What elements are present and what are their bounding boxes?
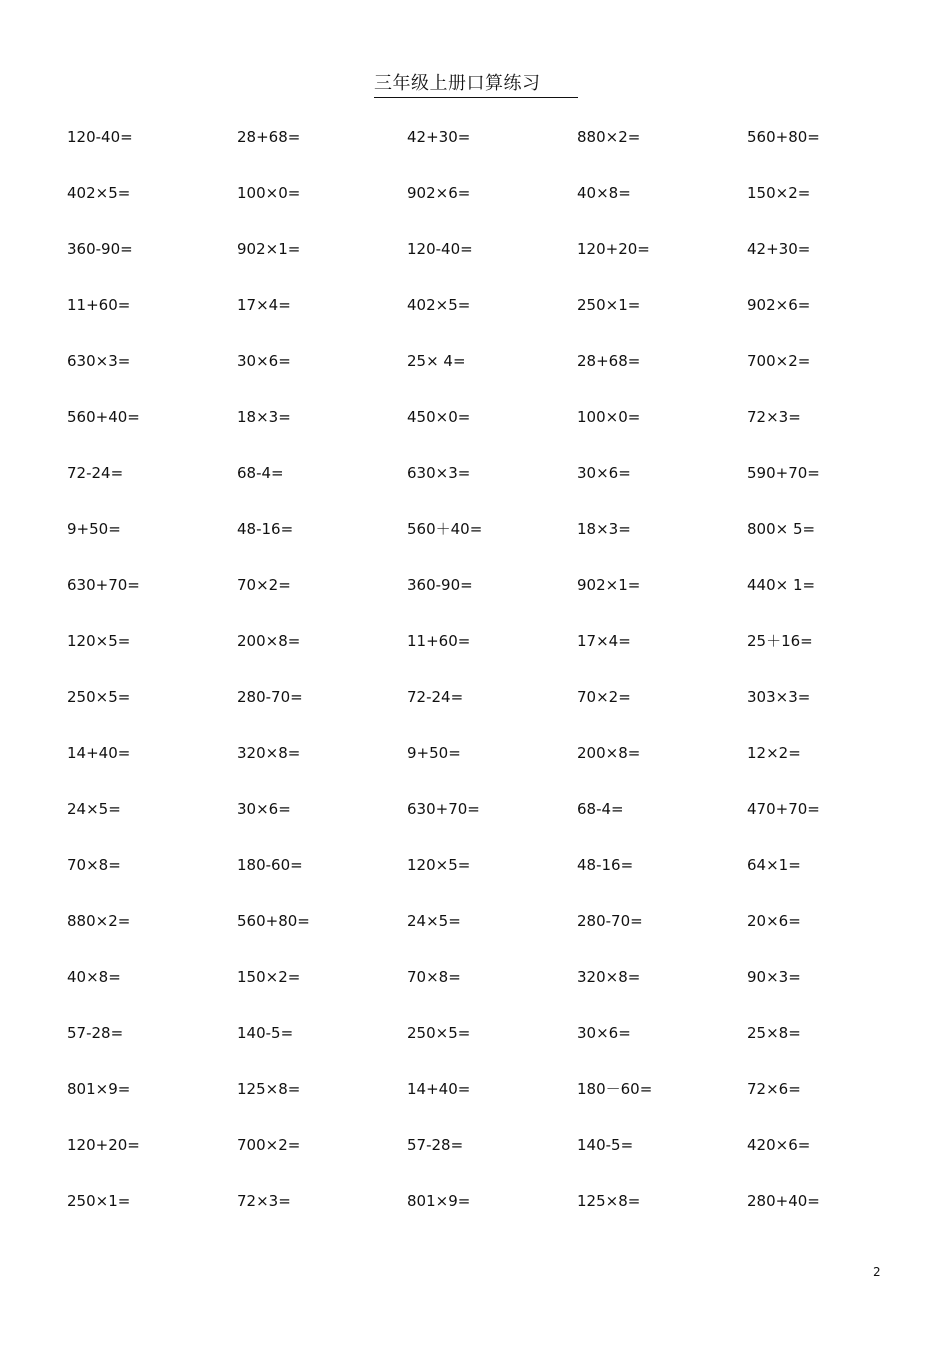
exercise-item: 902×1=	[237, 240, 301, 258]
exercise-item: 180－60=	[577, 1080, 653, 1098]
exercise-item: 120×5=	[67, 632, 131, 650]
exercise-item: 120-40=	[67, 128, 133, 146]
exercise-item: 801×9=	[67, 1080, 131, 1098]
exercise-item: 280-70=	[577, 912, 643, 930]
exercise-item: 800× 5=	[747, 520, 816, 538]
exercise-row	[67, 1078, 917, 1134]
exercise-item: 450×0=	[407, 408, 471, 426]
exercise-item: 48-16=	[577, 856, 634, 874]
exercise-item: 72-24=	[407, 688, 464, 706]
exercise-item: 120×5=	[407, 856, 471, 874]
exercise-item: 320×8=	[577, 968, 641, 986]
exercise-item: 57-28=	[407, 1136, 464, 1154]
exercise-item: 70×8=	[67, 856, 121, 874]
exercise-item: 150×2=	[237, 968, 301, 986]
exercise-item: 303×3=	[747, 688, 811, 706]
exercise-row	[67, 406, 917, 462]
exercise-item: 24×5=	[407, 912, 461, 930]
exercise-row	[67, 182, 917, 238]
exercise-item: 28+68=	[577, 352, 641, 370]
exercise-item: 150×2=	[747, 184, 811, 202]
exercise-item: 25× 4=	[407, 352, 466, 370]
exercise-item: 180-60=	[237, 856, 303, 874]
exercise-item: 360-90=	[407, 576, 473, 594]
exercise-item: 70×2=	[577, 688, 631, 706]
exercise-item: 28+68=	[237, 128, 301, 146]
exercise-item: 125×8=	[577, 1192, 641, 1210]
exercise-item: 14+40=	[407, 1080, 471, 1098]
exercise-item: 280+40=	[747, 1192, 820, 1210]
exercise-item: 402×5=	[407, 296, 471, 314]
exercise-item: 880×2=	[67, 912, 131, 930]
exercise-item: 902×1=	[577, 576, 641, 594]
exercise-item: 40×8=	[67, 968, 121, 986]
exercise-item: 560＋40=	[407, 520, 483, 538]
exercise-item: 880×2=	[577, 128, 641, 146]
exercise-item: 902×6=	[747, 296, 811, 314]
exercise-item: 630+70=	[67, 576, 140, 594]
exercise-item: 72×6=	[747, 1080, 801, 1098]
exercise-item: 11+60=	[407, 632, 471, 650]
exercise-row	[67, 854, 917, 910]
exercise-item: 68-4=	[237, 464, 284, 482]
exercise-item: 30×6=	[237, 352, 291, 370]
exercise-item: 801×9=	[407, 1192, 471, 1210]
exercise-item: 560+80=	[237, 912, 310, 930]
exercise-item: 590+70=	[747, 464, 820, 482]
exercise-item: 630×3=	[407, 464, 471, 482]
exercise-item: 280-70=	[237, 688, 303, 706]
exercise-row	[67, 1190, 917, 1246]
exercise-item: 700×2=	[747, 352, 811, 370]
exercise-item: 11+60=	[67, 296, 131, 314]
page-number: 2	[873, 1265, 881, 1279]
exercise-item: 30×6=	[577, 464, 631, 482]
exercise-item: 17×4=	[237, 296, 291, 314]
exercise-item: 250×1=	[67, 1192, 131, 1210]
exercise-item: 25＋16=	[747, 632, 813, 650]
exercise-item: 100×0=	[577, 408, 641, 426]
exercise-item: 48-16=	[237, 520, 294, 538]
exercise-item: 64×1=	[747, 856, 801, 874]
exercise-item: 100×0=	[237, 184, 301, 202]
exercise-item: 20×6=	[747, 912, 801, 930]
exercise-row	[67, 126, 917, 182]
exercise-item: 560+40=	[67, 408, 140, 426]
exercise-row	[67, 1134, 917, 1190]
exercise-item: 700×2=	[237, 1136, 301, 1154]
exercise-row	[67, 686, 917, 742]
exercise-item: 440× 1=	[747, 576, 816, 594]
exercise-item: 402×5=	[67, 184, 131, 202]
exercise-item: 42+30=	[747, 240, 811, 258]
exercise-item: 30×6=	[237, 800, 291, 818]
exercise-item: 360-90=	[67, 240, 133, 258]
exercise-row	[67, 294, 917, 350]
exercise-item: 14+40=	[67, 744, 131, 762]
exercise-item: 68-4=	[577, 800, 624, 818]
exercise-item: 18×3=	[577, 520, 631, 538]
exercise-row	[67, 238, 917, 294]
exercise-row	[67, 462, 917, 518]
exercise-item: 57-28=	[67, 1024, 124, 1042]
exercise-item: 320×8=	[237, 744, 301, 762]
exercise-item: 9+50=	[407, 744, 461, 762]
exercise-item: 9+50=	[67, 520, 121, 538]
exercise-item: 560+80=	[747, 128, 820, 146]
exercise-item: 630+70=	[407, 800, 480, 818]
exercise-item: 120+20=	[577, 240, 650, 258]
exercise-row	[67, 630, 917, 686]
exercise-item: 17×4=	[577, 632, 631, 650]
exercise-item: 120-40=	[407, 240, 473, 258]
exercise-row	[67, 798, 917, 854]
exercise-item: 72×3=	[237, 1192, 291, 1210]
exercise-row	[67, 966, 917, 1022]
exercise-row	[67, 742, 917, 798]
exercise-row	[67, 1022, 917, 1078]
exercise-item: 70×2=	[237, 576, 291, 594]
exercise-row	[67, 350, 917, 406]
exercise-item: 120+20=	[67, 1136, 140, 1154]
exercise-item: 125×8=	[237, 1080, 301, 1098]
exercise-item: 250×1=	[577, 296, 641, 314]
exercise-row	[67, 518, 917, 574]
exercise-item: 420×6=	[747, 1136, 811, 1154]
exercise-item: 72×3=	[747, 408, 801, 426]
exercise-item: 70×8=	[407, 968, 461, 986]
exercise-item: 42+30=	[407, 128, 471, 146]
exercise-item: 12×2=	[747, 744, 801, 762]
exercise-item: 72-24=	[67, 464, 124, 482]
exercise-item: 30×6=	[577, 1024, 631, 1042]
exercise-row	[67, 574, 917, 630]
exercise-item: 250×5=	[407, 1024, 471, 1042]
exercise-item: 630×3=	[67, 352, 131, 370]
exercise-item: 24×5=	[67, 800, 121, 818]
exercise-grid	[67, 126, 917, 1246]
exercise-item: 140-5=	[577, 1136, 634, 1154]
exercise-item: 18×3=	[237, 408, 291, 426]
page-title: 三年级上册口算练习	[374, 72, 578, 98]
exercise-item: 90×3=	[747, 968, 801, 986]
exercise-item: 250×5=	[67, 688, 131, 706]
exercise-item: 200×8=	[577, 744, 641, 762]
exercise-item: 200×8=	[237, 632, 301, 650]
exercise-item: 40×8=	[577, 184, 631, 202]
exercise-item: 902×6=	[407, 184, 471, 202]
exercise-item: 140-5=	[237, 1024, 294, 1042]
exercise-row	[67, 910, 917, 966]
exercise-item: 470+70=	[747, 800, 820, 818]
exercise-item: 25×8=	[747, 1024, 801, 1042]
